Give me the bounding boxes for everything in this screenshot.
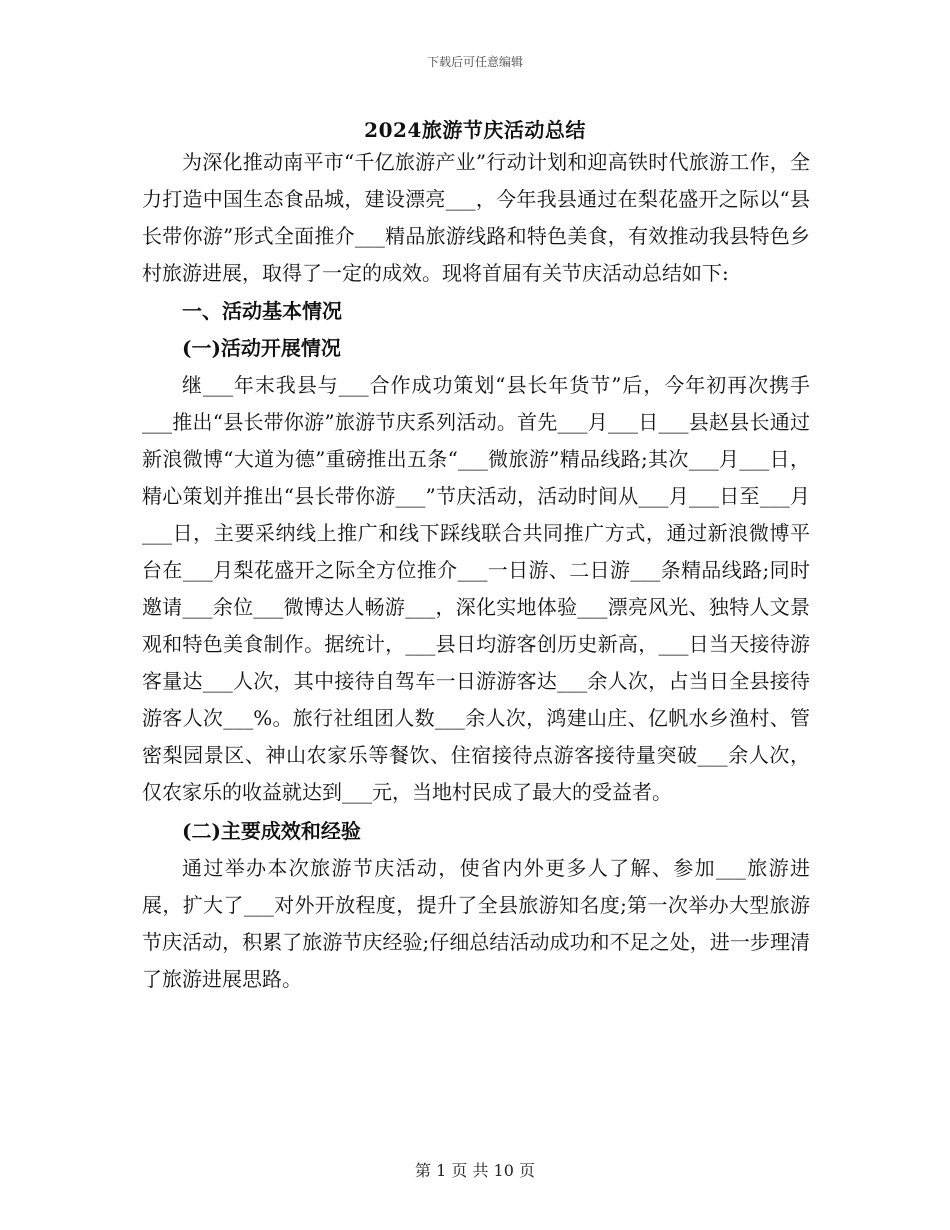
document-body <box>142 144 810 998</box>
document-title: 2024旅游节庆活动总结 <box>364 118 586 142</box>
intro-paragraph: 为深化推动南平市“千亿旅游产业”行动计划和迎高铁时代旅游工作，全力打造中国生态食品城，建设漂亮___，今年我县通过在梨花盛开之际以“县长带你游”形式全面推介___精品旅游线路和特色美食，有效推动我县特色乡村旅游进展，取得了一定的成效。现将首届有关节庆活动总结如下: <box>142 150 810 285</box>
download-note: 下载后可任意编辑 <box>426 55 523 69</box>
subsection-heading-results: (二)主要成效和经验 <box>182 819 361 843</box>
activities-paragraph: 继___年末我县与___合作成功策划“县长年货节”后，今年初再次携手___推出“县长带你游”旅游节庆系列活动。首先___月___日___县赵县长通过新浪微博“大道为德”重磅推出五条“___微旅游”精品线路;其次___月___日，精心策划并推出“县长带你游___”节庆活动，活动时间从___月___日至___月___日，主要采纳线上推广和线下踩线联合共同推广方式，通过新浪微博平台在___月梨花盛开之际全方位推介___一日游、二日游___条精品线路;同时邀请___余位___微博达人畅游___，深化实地体验___漂亮风光、独特人文景观和特色美食制作。据统计，___县日均游客创历史新高，___日当天接待游客量达___人次，其中接待自驾车一日游游客达___余人次，占当日全县接待游客人次___%。旅行社组团人数___余人次，鸿建山庄、亿帆水乡渔村、管密梨园景区、神山农家乐等餐饮、住宿接待点游客接待量突破___余人次，仅农家乐的收益就达到___元，当地村民成了最大的受益者。 <box>142 373 810 804</box>
section-heading-basic-info: 一、活动基本情况 <box>182 299 342 323</box>
subsection-heading-activities: (一)活动开展情况 <box>182 336 341 360</box>
page-footer: 第 1 页 共 10 页 <box>415 1161 535 1180</box>
results-paragraph: 通过举办本次旅游节庆活动，使省内外更多人了解、参加___旅游进展，扩大了___对外开放程度，提升了全县旅游知名度;第一次举办大型旅游节庆活动，积累了旅游节庆经验;仔细总结活动成功和不足之处，进一步理清了旅游进展思路。 <box>142 856 810 991</box>
